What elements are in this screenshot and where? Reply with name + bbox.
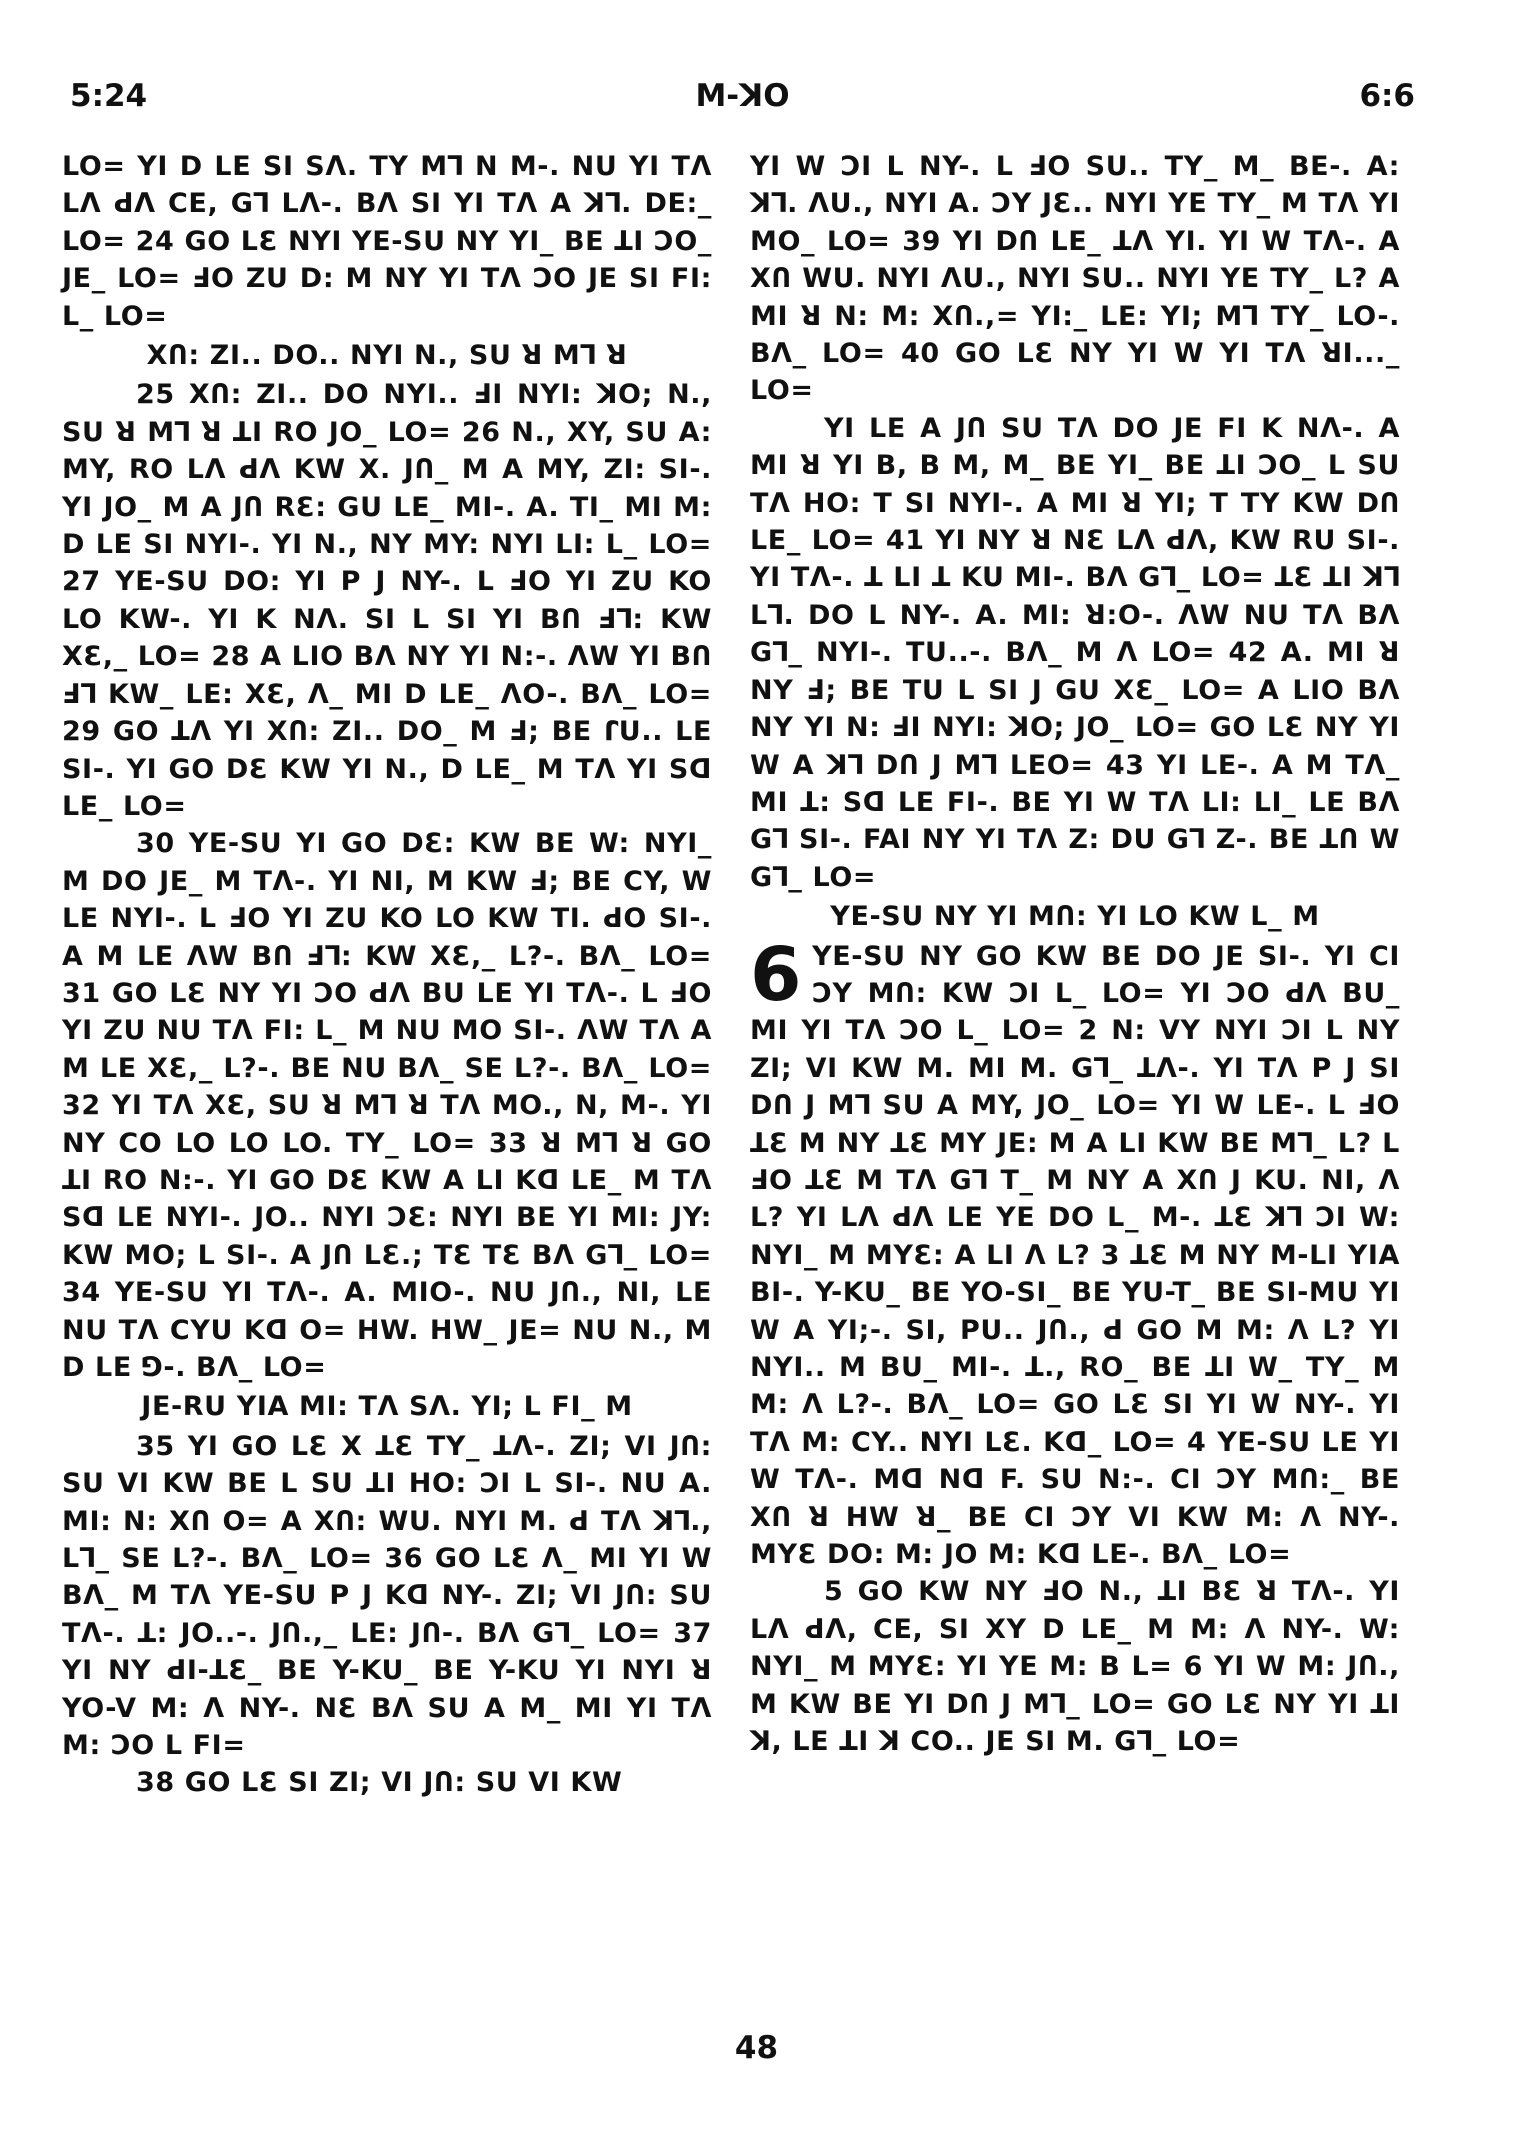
header-book-title: M-ꓘO (695, 78, 790, 114)
paragraph-right-2: YI LE A JՈ SU Tꓥ DO JE FI K Nꓥ-. A MI ꓤ YI B, B M, M_ BE YI_ BE ꓕI ƆO_ L SU Tꓥ HO: T SI NYI-. A MI ꓤ YI; T TY KW DՈ LE_ LO= 41 YI NY ꓤ NƐ Lꓥ ꓒꓥ, KW RU SI-. YI Tꓥ-. ꓕ LI ꓕ KU MI-. Bꓥ G⅂_ LO= ꓕƐ ꓕI ꓘ⅂ L⅂. DO L NY-. A. MI: ꓤ:O-. ꓥW NU Tꓥ Bꓥ G⅂_ NYI-. TU..-. Bꓥ_ M ꓥ LO= 42 A. MI ꓤ NY ꓞ; BE TU L SI J GU XƐ_ LO= A LIO Bꓥ NY YI N: ꓞI NYI: ꓘO; JO_ LO= GO LƐ NY YI W A ꓘ⅂ DՈ J M⅂ LEO= 43 YI LE-. A M Tꓥ_ MI ꓕ: Sꓷ LE FI-. BE YI W Tꓥ LI: LI_ LE Bꓥ G⅂ SI-. FAI NY YI Tꓥ Z: DU G⅂ Z-. BE ꓕՈ W G⅂_ LO= (750, 412, 1400, 893)
paragraph-left-5: 38 GO LƐ SI ZI; VI JՈ: SU VI KW (136, 1767, 623, 1799)
header-verse-range-start: 5:24 (70, 78, 148, 114)
paragraph-right-4: 5 GO KW NY ꓞO N., ꓕI BƐ ꓤ Tꓥ-. YI Lꓥ ꓒꓥ, CE, SI XY D LE_ M M: ꓥ NY-. W: NYI_ M MYƐ: YI YE M: B L= 6 YI W M: JՈ., M KW BE YI DՈ J M⅂_ LO= GO LƐ NY YI ꓕI ꓘ, LE ꓕI ꓘ CO.. JE SI M. G⅂_ LO= (750, 1576, 1400, 1758)
paragraph-right-1: YI W ƆI L NY-. L ꓞO SU.. TY_ M_ BE-. A: ꓘ⅂. ꓥU., NYI A. ƆY JƐ.. NYI YE TY_ M Tꓥ YI MO_ LO= 39 YI DՈ LE_ ꓕꓥ YI. YI W Tꓥ-. A XՈ WU. NYI ꓥU., NYI SU.. NYI YE TY_ L? A MI ꓤ N: M: XՈ.,= YI:_ LE: YI; M⅂ TY_ LO-. Bꓥ_ LO= 40 GO LƐ NY YI W YI Tꓥ ꓤI..._ LO= (750, 151, 1400, 407)
section-heading-left-1: XՈ: ZI.. DO.. NYI N., SU ꓤ M⅂ ꓤ (146, 340, 628, 372)
paragraph-right-3: YE-SU NY GO KW BE DO JE SI-. YI CI ƆY MՈ: KW ƆI L_ LO= YI ƆO ꓒꓥ BU_ MI YI Tꓥ ƆO L_ LO= 2 N: VY NYI ƆI L NY ZI; VI KW M. MI M. G⅂_ ꓕꓥ-. YI Tꓥ P J SI DՈ J M⅂ SU A MY, JO_ LO= YI W LE-. L ꓞO ꓕƐ M NY ꓕƐ MY JE: M A LI KW BE M⅂_ L? L ꓞO ꓕƐ M Tꓥ G⅂ T_ M NY A XՈ J KU. NI, ꓥ L? YI Lꓥ ꓒꓥ LE YE DO L_ M-. ꓕƐ ꓘ⅂ ƆI W: NYI_ M MYƐ: A LI ꓥ L? 3 ꓕƐ M NY M-LI YIA BI-. Y-KU_ BE YO-SI_ BE YU-T_ BE SI-MU YI W A YI;-. SI, PU.. JՈ., ꓒ GO M M: ꓥ L? YI NYI.. M BU_ MI-. ꓕ., RO_ BE ꓕI W_ TY_ M M: ꓥ L?-. Bꓥ_ LO= GO LƐ SI YI W NY-. YI Tꓥ M: CY.. NYI LƐ. Kꓷ_ LO= 4 YE-SU LE YI W Tꓥ-. Mꓷ Nꓷ F. SU N:-. CI ƆY MՈ:_ BE XՈ ꓤ HW ꓤ_ BE CI ƆY VI KW M: ꓥ NY-. MYƐ DO: M: JO M: Kꓷ LE-. Bꓥ_ LO= (750, 940, 1400, 1571)
page-number: 48 (734, 2030, 779, 2066)
chapter-number: 6 (750, 931, 803, 1018)
paragraph-left-3: 30 YE-SU YI GO DƐ: KW BE W: NYI_ M DO JE_ M Tꓥ-. YI NI, M KW ꓞ; BE CY, W LE NYI-. L ꓞO YI ZU KO LO KW TI. ꓒO SI-. A M LE ꓥW BՈ ꓞ⅂: KW XƐ,_ L?-. Bꓥ_ LO= 31 GO LƐ NY YI ƆO ꓒꓥ BU LE YI Tꓥ-. L ꓞO YI ZU NU Tꓥ FI: L_ M NU MO SI-. ꓥW Tꓥ A M LE XƐ,_ L?-. BE NU Bꓥ_ SE L?-. Bꓥ_ LO= 32 YI Tꓥ XƐ, SU ꓤ M⅂ ꓤ Tꓥ MO., N, M-. YI NY CO LO LO LO. TY_ LO= 33 ꓤ M⅂ ꓤ GO ꓕI RO N:-. YI GO DƐ KW A LI Kꓷ LE_ M Tꓥ Sꓷ LE NYI-. JO.. NYI ƆƐ: NYI BE YI MI: JY: KW MO; L SI-. A JՈ LƐ.; TƐ TƐ Bꓥ G⅂_ LO= 34 YE-SU YI Tꓥ-. A. MIO-. NU JՈ., NI, LE NU Tꓥ CYU Kꓷ O= HW. HW_ JE= NU N., M D LE ⅁-. Bꓥ_ LO= (62, 828, 712, 1383)
paragraph-left-4: 35 YI GO LƐ X ꓕƐ TY_ ꓕꓥ-. ZI; VI JՈ: SU VI KW BE L SU ꓕI HO: ƆI L SI-. NU A. MI: N: XՈ O= A XՈ: WU. NYI M. ꓒ Tꓥ ꓘ⅂., L⅂_ SE L?-. Bꓥ_ LO= 36 GO LƐ ꓥ_ MI YI W Bꓥ_ M Tꓥ YE-SU P J Kꓷ NY-. ZI; VI JՈ: SU Tꓥ-. ꓕ: JO..-. JՈ.,_ LE: JՈ-. Bꓥ G⅂_ LO= 37 YI NY ꓒI-ꓕƐ_ BE Y-KU_ BE Y-KU YI NYI ꓤ YO-V M: ꓥ NY-. NƐ Bꓥ SU A M_ MI YI Tꓥ M: ƆO L FI= (62, 1430, 712, 1762)
chapter-start (750, 931, 1400, 1574)
paragraph-left-1: LO= YI D LE SI Sꓥ. TY M⅂ N M-. NU YI Tꓥ Lꓥ ꓒꓥ CE, G⅂ Lꓥ-. Bꓥ SI YI Tꓥ A ꓘ⅂. DE:_ LO= 24 GO LƐ NYI YE-SU NY YI_ BE ꓕI ƆO_ JE_ LO= ꓞO ZU D: M NY YI Tꓥ ƆO JE SI FI: L_ LO= (62, 151, 712, 332)
left-text-column (62, 148, 712, 1802)
section-heading-left-2: JE-RU YIA MI: Tꓥ Sꓥ. YI; L FI_ M (141, 1391, 633, 1423)
right-text-column (750, 148, 1400, 1760)
running-head (70, 78, 1415, 128)
paragraph-left-2: 25 XՈ: ZI.. DO NYI.. ꓞI NYI: ꓘO; N., SU ꓤ M⅂ ꓤ ꓕI RO JO_ LO= 26 N., XY, SU A: MY, RO Lꓥ ꓒꓥ KW X. JՈ_ M A MY, ZI: SI-. YI JO_ M A JՈ RƐ: GU LE_ MI-. A. TI_ MI M: D LE SI NYI-. YI N., NY MY: NYI LI: L_ LO= 27 YE-SU DO: YI P J NY-. L ꓞO YI ZU KO LO KW-. YI K Nꓥ. SI L SI YI BՈ ꓞ⅂: KW XƐ,_ LO= 28 A LIO Bꓥ NY YI N:-. ꓥW YI BՈ ꓞ⅂ KW_ LE: XƐ, ꓥ_ MI D LE_ ꓥO-. Bꓥ_ LO= 29 GO ꓕꓥ YI XՈ: ZI.. DO_ M ꓞ; BE ꓩU.. LE SI-. YI GO DƐ KW YI N., D LE_ M Tꓥ YI Sꓷ LE_ LO= (62, 379, 712, 822)
header-verse-range-end: 6:6 (1359, 78, 1415, 114)
section-heading-right-1: YE-SU NY YI MՈ: YI LO KW L_ M (830, 901, 1320, 933)
